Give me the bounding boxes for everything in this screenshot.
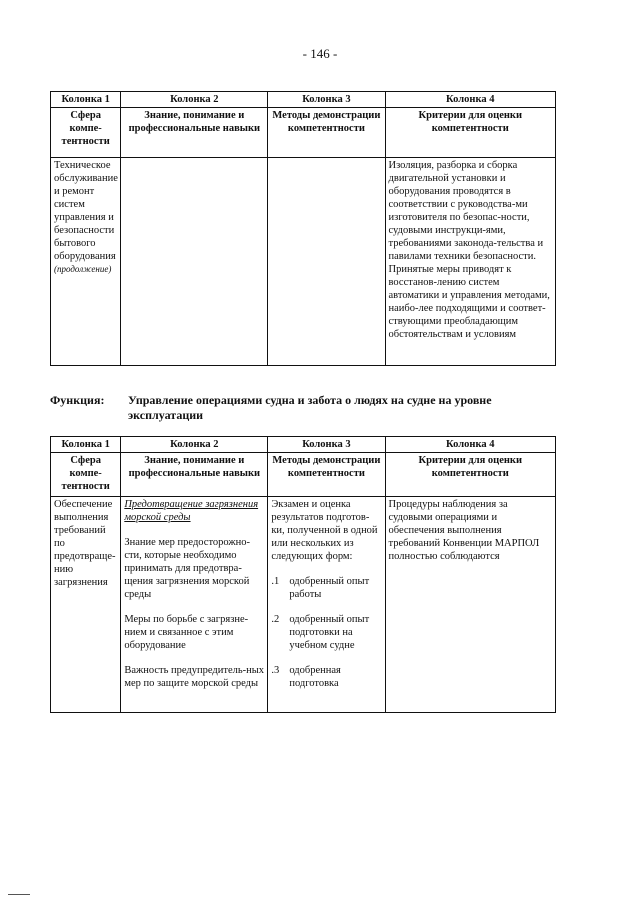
column-header: Колонка 4 xyxy=(385,437,555,453)
methods-item-number: .2 xyxy=(271,614,280,625)
column-header: Колонка 3 xyxy=(268,92,385,108)
knowledge-cell xyxy=(121,158,268,366)
methods-item-number: .3 xyxy=(271,665,280,676)
subheader-methods: Методы демонстрации компетентности xyxy=(268,453,385,497)
methods-cell xyxy=(268,158,385,366)
column-header: Колонка 1 xyxy=(51,437,121,453)
continuation-note: (продолжение) xyxy=(54,264,112,274)
column-header: Колонка 1 xyxy=(51,92,121,108)
knowledge-item: Меры по борьбе с загрязне-нием и связанное с этим оборудование xyxy=(124,614,249,651)
table-row xyxy=(51,497,556,713)
criteria-cell: Изоляция, разборка и сборка двигательной установки и оборудования проводятся в соответствии с руководства-ми изготовителя по безопас-ности, судовыми инструкци-ями, требованиями законода-тельства и павилами техники безопасности. Принятые меры приводят к восстанов-лению систем автоматики и управления методами, наибо-лее подходящими и соответ-ствующими преобладающим обстоятельствам и условиям xyxy=(385,158,555,366)
methods-item-text: одобренный опыт работы xyxy=(289,576,370,600)
subheader-criteria: Критерии для оценки компетентности xyxy=(385,453,555,497)
function-label: Функция: xyxy=(50,393,105,407)
subheader-methods: Методы демонстрации компетентности xyxy=(268,108,385,158)
competence-table-2 xyxy=(50,436,556,713)
page-number: - 146 - xyxy=(302,46,338,61)
methods-item-text: одобренная подготовка xyxy=(289,665,341,689)
competence-cell xyxy=(51,158,121,366)
scan-edge-mark xyxy=(8,894,30,895)
methods-intro: Экзамен и оценка результатов подготов-ки, полученной в одной или нескольких из следующих форм: xyxy=(271,499,378,562)
subheader-row xyxy=(51,108,556,158)
competence-text: Техническое обслуживание и ремонт систем управления и безопасности бытового оборудования xyxy=(54,160,118,262)
function-text: Управление операциями судна и забота о людях на судне на уровне эксплуатации xyxy=(128,393,492,422)
subheader-criteria: Критерии для оценки компетентности xyxy=(385,108,555,158)
subheader-knowledge: Знание, понимание и профессиональные навыки xyxy=(121,108,268,158)
subheader-competence: Сфера компе-тентности xyxy=(51,453,121,497)
methods-list-item xyxy=(271,613,381,652)
column-header: Колонка 4 xyxy=(385,92,555,108)
table-row xyxy=(51,158,556,366)
subheader-knowledge: Знание, понимание и профессиональные навыки xyxy=(121,453,268,497)
knowledge-item: Знание мер предосторожно-сти, которые необходимо принимать для предотвра-щения загрязнения морской среды xyxy=(124,537,251,600)
column-header-row xyxy=(51,92,556,108)
subheader-competence: Сфера компе-тентности xyxy=(51,108,121,158)
column-header: Колонка 2 xyxy=(121,437,268,453)
column-header: Колонка 3 xyxy=(268,437,385,453)
methods-list-item xyxy=(271,575,381,601)
methods-list-item xyxy=(271,664,381,690)
competence-cell: Обеспечение выполнения требований по предотвраще-нию загрязнения xyxy=(51,497,121,713)
column-header: Колонка 2 xyxy=(121,92,268,108)
methods-cell xyxy=(268,497,385,713)
methods-item-text: одобренный опыт подготовки на учебном судне xyxy=(289,614,370,651)
knowledge-cell xyxy=(121,497,268,713)
methods-item-number: .1 xyxy=(271,576,280,587)
column-header-row xyxy=(51,437,556,453)
subheader-row xyxy=(51,453,556,497)
competence-table-1 xyxy=(50,91,556,366)
knowledge-item: Важность предупредитель-ных мер по защите морской среды xyxy=(124,665,265,689)
knowledge-topic-title: Предотвращение загрязнения морской среды xyxy=(124,499,259,523)
criteria-cell: Процедуры наблюдения за судовыми операциями и обеспечения выполнения требований Конвенции МАРПОЛ полностью соблюдаются xyxy=(385,497,555,713)
